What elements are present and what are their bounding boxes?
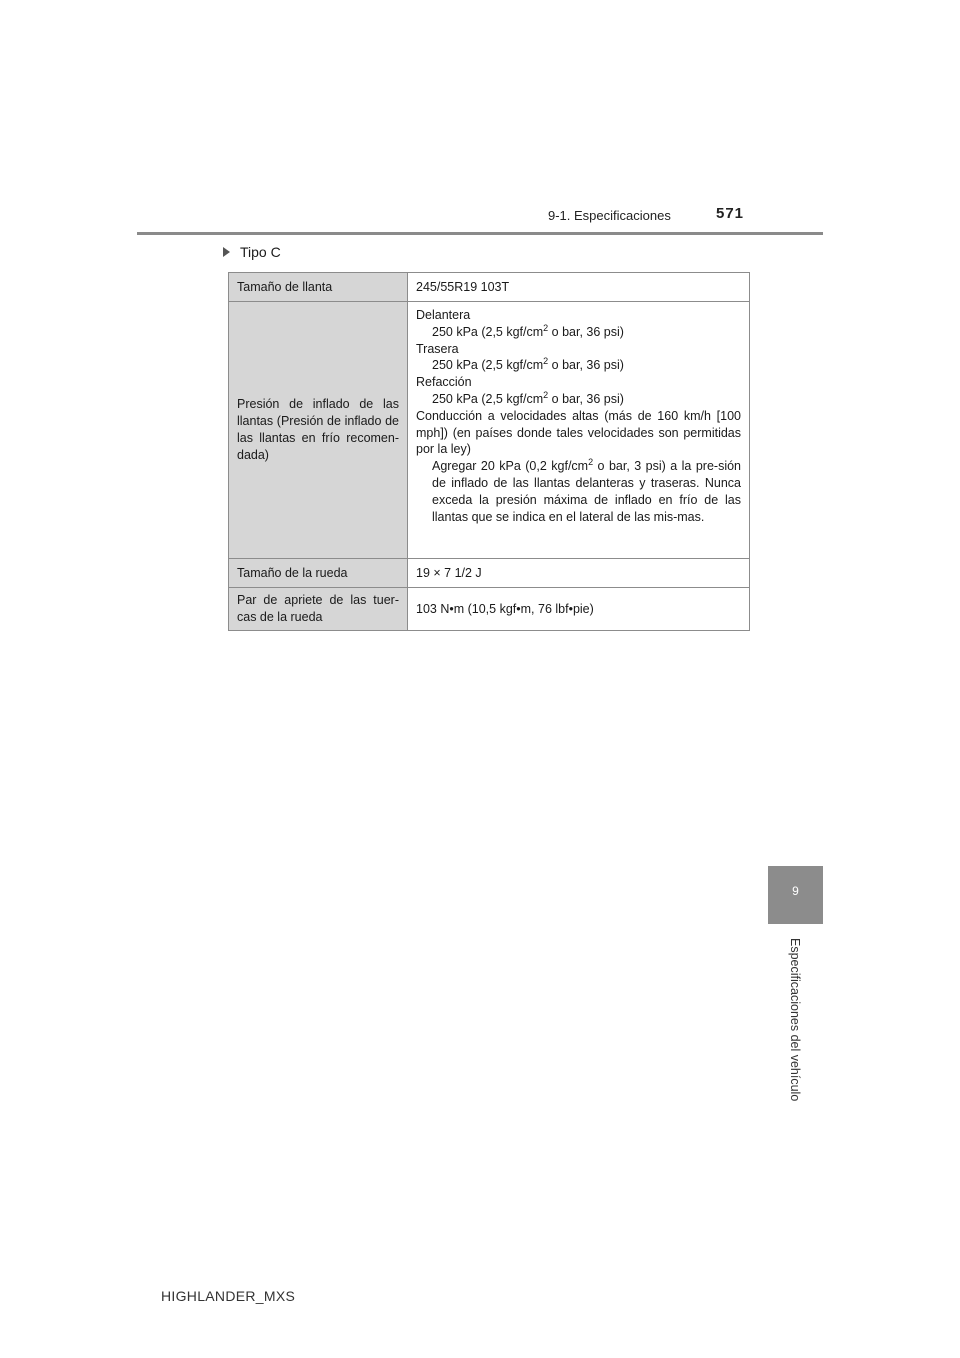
row-value: 19 × 7 1/2 J <box>408 559 750 588</box>
spare-label: Refacción <box>416 375 472 390</box>
row-label: Tamaño de llanta <box>229 273 408 302</box>
highspeed-condition: Conducción a velocidades altas (más de 160 km/h [100 mph]) (en países donde tales velocidades son permitidas por la ley) <box>416 408 741 457</box>
rear-label: Trasera <box>416 341 459 356</box>
row-label: Tamaño de la rueda <box>229 559 408 588</box>
footer-model: HIGHLANDER_MXS <box>161 1288 296 1304</box>
table-row <box>229 588 750 631</box>
row-label: Par de apriete de las tuer-cas de la rueda <box>229 588 408 631</box>
chapter-tab <box>768 866 823 924</box>
row-label: Presión de inflado de las llantas (Presión de inflado de las llantas en frío recomen-dada) <box>229 302 408 559</box>
front-label: Delantera <box>416 308 471 322</box>
spare-pressure: 250 kPa (2,5 kgf/$cm^2$ o bar, 36 psi) <box>432 389 624 406</box>
row-value: 103 N•m (10,5 kgf•m, 76 lbf•pie) <box>408 588 750 631</box>
table-row <box>229 302 750 559</box>
subheading-text: Tipo C <box>240 244 281 260</box>
triangle-bullet-icon <box>223 247 230 257</box>
row-value: 245/55R19 103T <box>408 273 750 302</box>
header-rule <box>137 232 823 235</box>
highspeed-note: Agregar 20 kPa (0,2 kgf/$cm^2$ o bar, 3 psi) a la pre-sión de inflado de las llantas delanteras y traseras. Nunca exceda la presión máxima de inflado en frío de las llantas que se indica en el lateral de las mis-mas. <box>432 457 742 524</box>
table-row <box>229 559 750 588</box>
table-row <box>229 273 750 302</box>
header-section-title: 9-1. Especificaciones <box>548 208 671 223</box>
rear-pressure: 250 kPa (2,5 kgf/$cm^2$ o bar, 36 psi) <box>432 356 624 373</box>
chapter-number: 9 <box>792 884 799 898</box>
row-value <box>408 302 750 559</box>
front-pressure: 250 kPa (2,5 kgf/$cm^2$ o bar, 36 psi) <box>432 322 624 339</box>
subheading <box>223 244 281 260</box>
tire-spec-table <box>228 272 750 631</box>
page-number: 571 <box>716 205 745 222</box>
chapter-title: Especificaciones del vehículo <box>788 938 802 1102</box>
